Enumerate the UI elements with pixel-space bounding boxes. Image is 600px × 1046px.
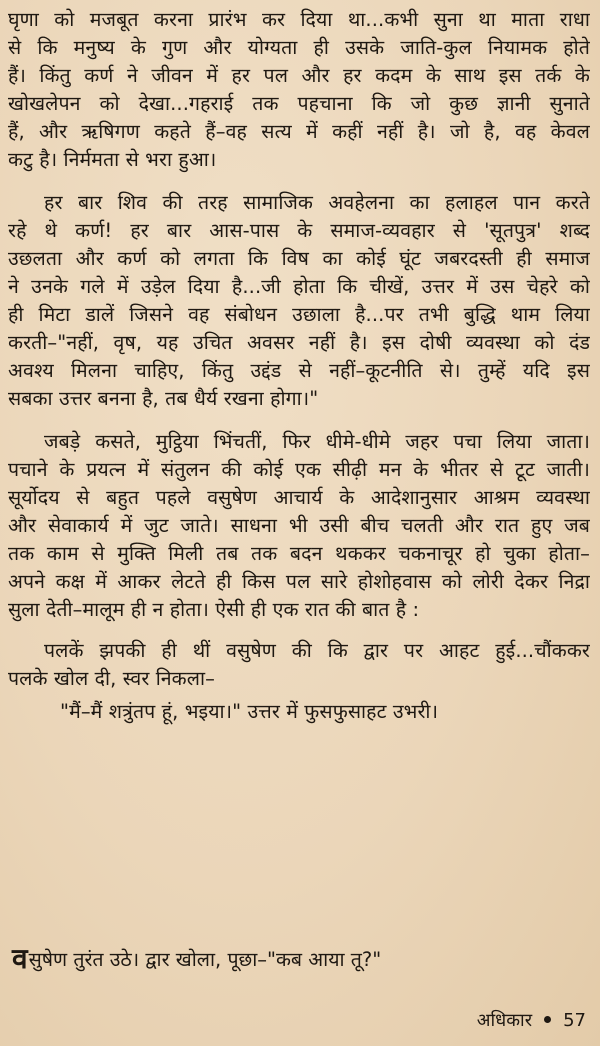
text-line: ने उनके गले में उड़ेल दिया है...जी होता कि चीखें, उत्तर में उस चेहरे को: [8, 275, 590, 298]
drop-cap: व: [12, 942, 28, 975]
text-line: "मैं–मैं शत्रुंतप हूं, भइया।" उत्तर में फुसफुसाहट उभरी।: [60, 700, 439, 723]
closing-paragraph: [12, 942, 381, 977]
text-line: हर बार शिव की तरह सामाजिक अवहेलना का हलाहल पान करते: [44, 191, 590, 214]
text-line: करती–"नहीं, वृष, यह उचित अवसर नहीं है। इस दोषी व्यवस्था को दंड: [8, 331, 590, 354]
text-line: खोखलेपन को देखा...गहराई तक पहचाना कि जो कुछ ज्ञानी सुनाते: [8, 92, 590, 115]
text-line: हैं, और ऋषिगण कहते हैं–वह सत्य में कहीं नहीं है। जो है, वह केवल: [8, 120, 590, 143]
page-number: 57: [563, 1010, 586, 1031]
chapter-title: अधिकार: [476, 1010, 533, 1031]
text-line: कटु है। निर्ममता से भरा हुआ।: [8, 148, 217, 171]
text-line: ही मिटा डालें जिसने वह संबोधन उछाला है...पर तभी बुद्धि थाम लिया: [8, 303, 590, 326]
text-line: सूर्योदय से बहुत पहले वसुषेण आचार्य के आदेशानुसार आश्रम व्यवस्था: [8, 486, 590, 509]
text-line: से कि मनुष्य के गुण और योग्यता ही उसके जाति-कुल नियामक होते: [8, 36, 590, 59]
text-line: उछलता और कर्ण को लगता कि विष का कोई घूंट जबरदस्ती ही समाज: [8, 247, 590, 270]
bullet-separator: [544, 1016, 551, 1023]
page-footer: [477, 1008, 586, 1032]
text-line: अपने कक्ष में आकर लेटते ही किस पल सारे होशोहवास को लोरी देकर निद्रा: [8, 570, 590, 593]
closing-text: सुषेण तुरंत उठे। द्वार खोला, पूछा–"कब आया तू?": [28, 948, 382, 971]
text-line: अवश्य मिलना चाहिए, किंतु उद्दंड से नहीं–कूटनीति से। तुम्हें यदि इस: [8, 359, 590, 382]
text-line: सुला देती–मालूम ही न होता। ऐसी ही एक रात की बात है :: [8, 598, 420, 621]
text-line: तक काम से मुक्ति मिली तब तक बदन थककर चकनाचूर हो चुका होता–: [8, 542, 590, 565]
text-line: हैं। किंतु कर्ण ने जीवन में हर पल और हर कदम के साथ इस तर्क के: [8, 64, 590, 87]
text-line: जबड़े कसते, मुट्ठिया भिंचतीं, फिर धीमे-धीमे जहर पचा लिया जाता।: [44, 430, 590, 453]
text-line: पलकें झपकी ही थीं वसुषेण की कि द्वार पर आहट हुई...चौंककर: [44, 639, 590, 662]
text-line: सबका उत्तर बनना है, तब धैर्य रखना होगा।": [8, 387, 319, 410]
text-line: और सेवाकार्य में जुट जाते। साधना भी उसी बीच चलती और रात हुए जब: [8, 514, 590, 537]
text-line: पचाने के प्रयत्न में संतुलन की कोई एक सीढ़ी मन के भीतर से टूट जाती।: [8, 458, 590, 481]
text-line: रहे थे कर्ण! हर बार आस-पास के समाज-व्यवहार से 'सूतपुत्र' शब्द: [8, 219, 590, 242]
text-line: घृणा को मजबूत करना प्रारंभ कर दिया था...कभी सुना था माता राधा: [8, 8, 590, 31]
text-line: पलके खोल दी, स्वर निकला–: [8, 667, 215, 690]
